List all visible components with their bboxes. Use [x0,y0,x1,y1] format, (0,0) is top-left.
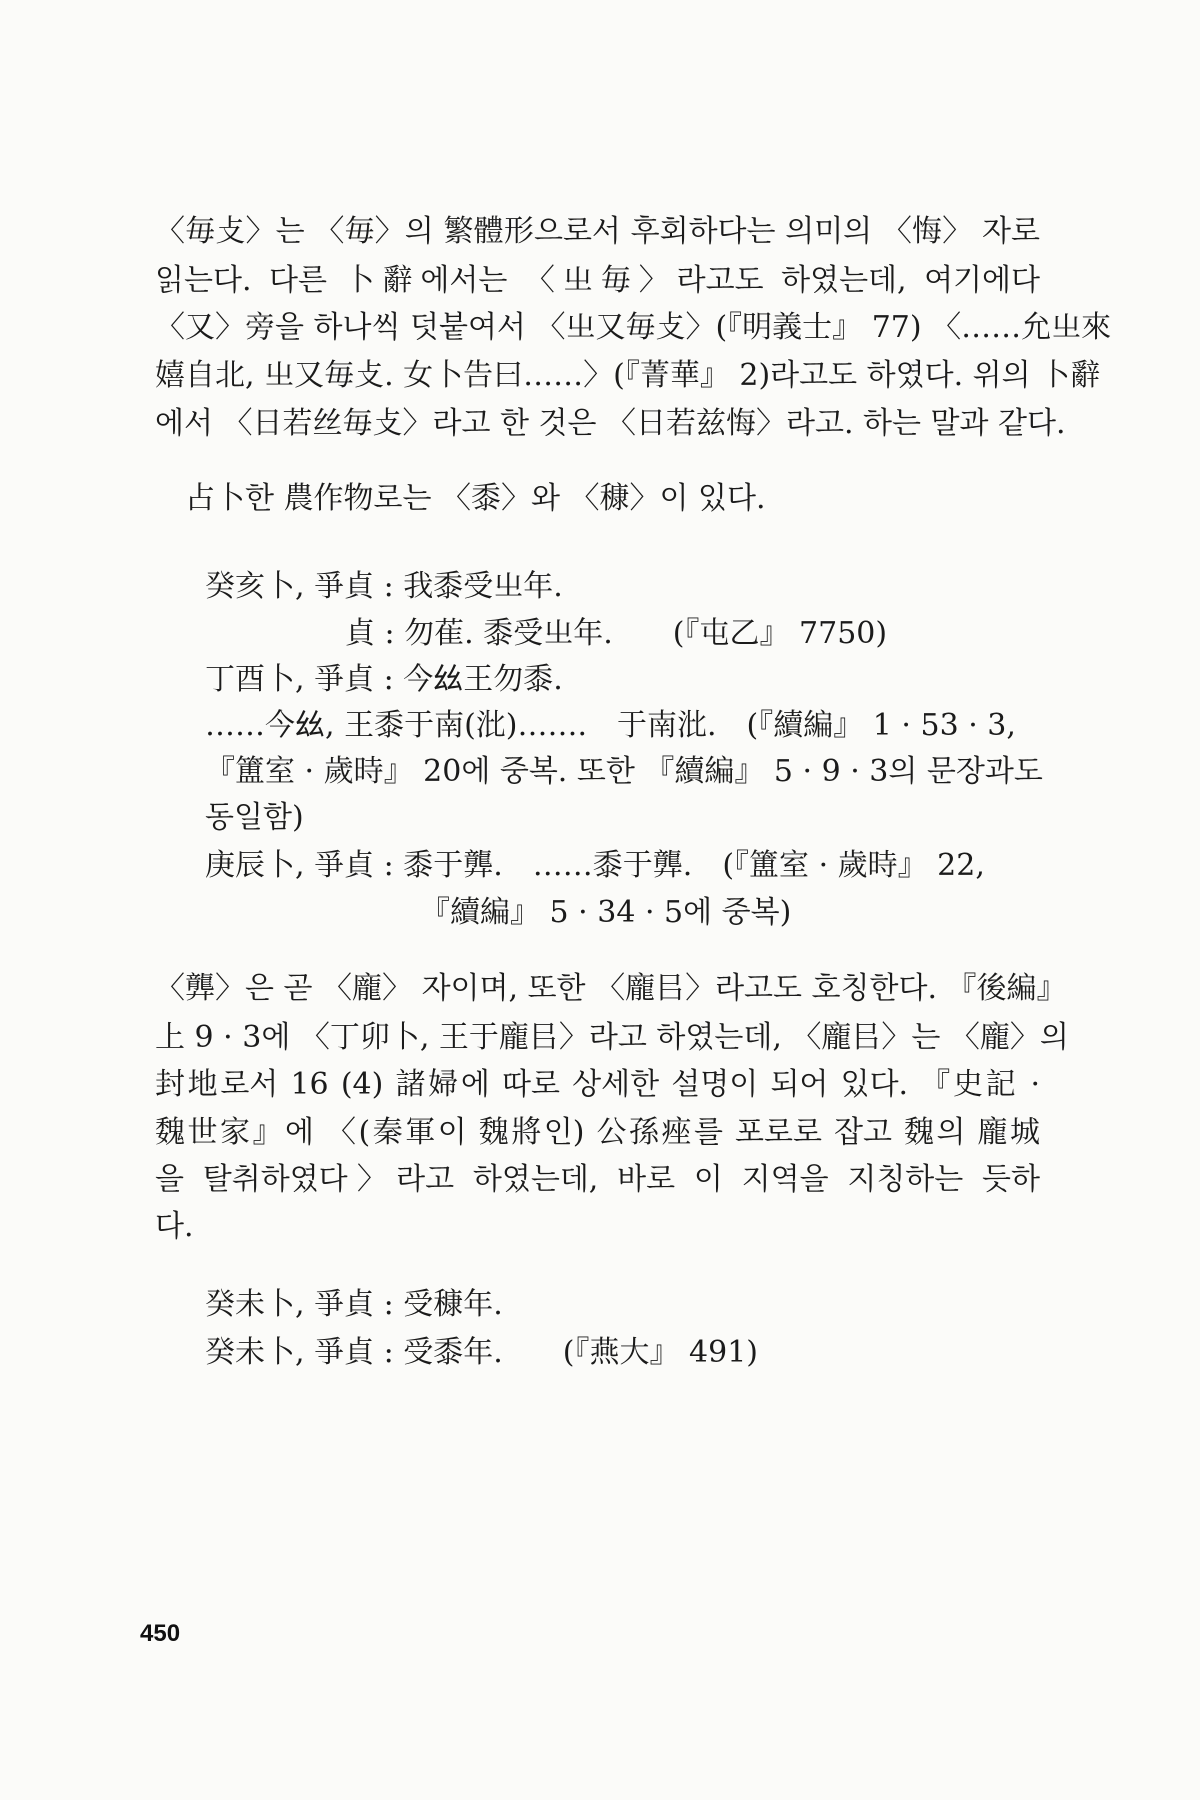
paragraph-line: 다. [155,1209,194,1244]
page-number: 450 [140,1620,181,1647]
paragraph-line: 魏世家』에 〈(秦軍이 魏將인) 公孫痤를 포로로 잡고 魏의 龐城 [155,1115,1040,1150]
paragraph-line: 封地로서 16 (4) 諸婦에 따로 상세한 설명이 되어 있다. 『史記 · [155,1067,1040,1102]
paragraph-line: 을 탈취하였다〉라고 하였는데, 바로 이 지역을 지칭하는 듯하 [155,1162,1040,1197]
inscription-line: 丁酉卜, 爭貞 : 今𢆶王勿黍. [205,662,563,697]
inscription-line: 癸未卜, 爭貞 : 受黍年. (『燕大』 491) [205,1335,758,1370]
inscription-line: 庚辰卜, 爭貞 : 黍于龏. ……黍于龏. (『簠室 · 歲時』 22, [205,848,985,883]
inscription-line: 『簠室 · 歲時』 20에 중복. 또한 『續編』 5 · 9 · 3의 문장과도 [205,754,1043,789]
inscription-line: ……今𢆶, 王黍于南(沘)……. 于南沘. (『續編』 1 · 53 · 3, [205,708,1016,743]
paragraph-line: 〈龏〉은 곧 〈龐〉 자이며, 또한 〈龐㠯〉라고도 호칭한다. 『後編』 [155,971,1067,1006]
paragraph-line: 上 9 · 3에 〈丁卯卜, 王于龐㠯〉라고 하였는데, 〈龐㠯〉는 〈龐〉의 [155,1020,1069,1055]
inscription-line: 貞 : 勿萑. 黍受㞢年. (『屯乙』 7750) [345,616,888,651]
paragraph-line: 〈又〉旁을 하나씩 덧붙여서 〈㞢又毎攴〉(『明義士』 77) 〈……允㞢來 [155,310,1112,345]
paragraph-line: 읽는다. 다른 卜辭에서는 〈㞢毎〉라고도 하였는데, 여기에다 [155,263,1040,298]
inscription-line: 『續編』 5 · 34 · 5에 중복) [420,895,792,930]
inscription-line: 癸未卜, 爭貞 : 受穅年. [205,1287,503,1322]
inscription-line: 癸亥卜, 爭貞 : 我黍受㞢年. [205,569,563,604]
paragraph-2: 占卜한 農作物로는 〈黍〉와 〈穅〉이 있다. [185,481,766,516]
inscription-line: 동일함) [205,800,304,835]
paragraph-line: 嬉自北, 㞢又毎攴. 女卜告曰……〉(『菁華』 2)라고도 하였다. 위의 卜辭 [155,358,1101,393]
paragraph-line: 에서 〈日若丝毎攴〉라고 한 것은 〈日若兹悔〉라고. 하는 말과 같다. [155,406,1066,441]
paragraph-line: 〈毎攴〉는 〈毎〉의 繁體形으로서 후회하다는 의미의 〈悔〉 자로 [155,214,1040,249]
